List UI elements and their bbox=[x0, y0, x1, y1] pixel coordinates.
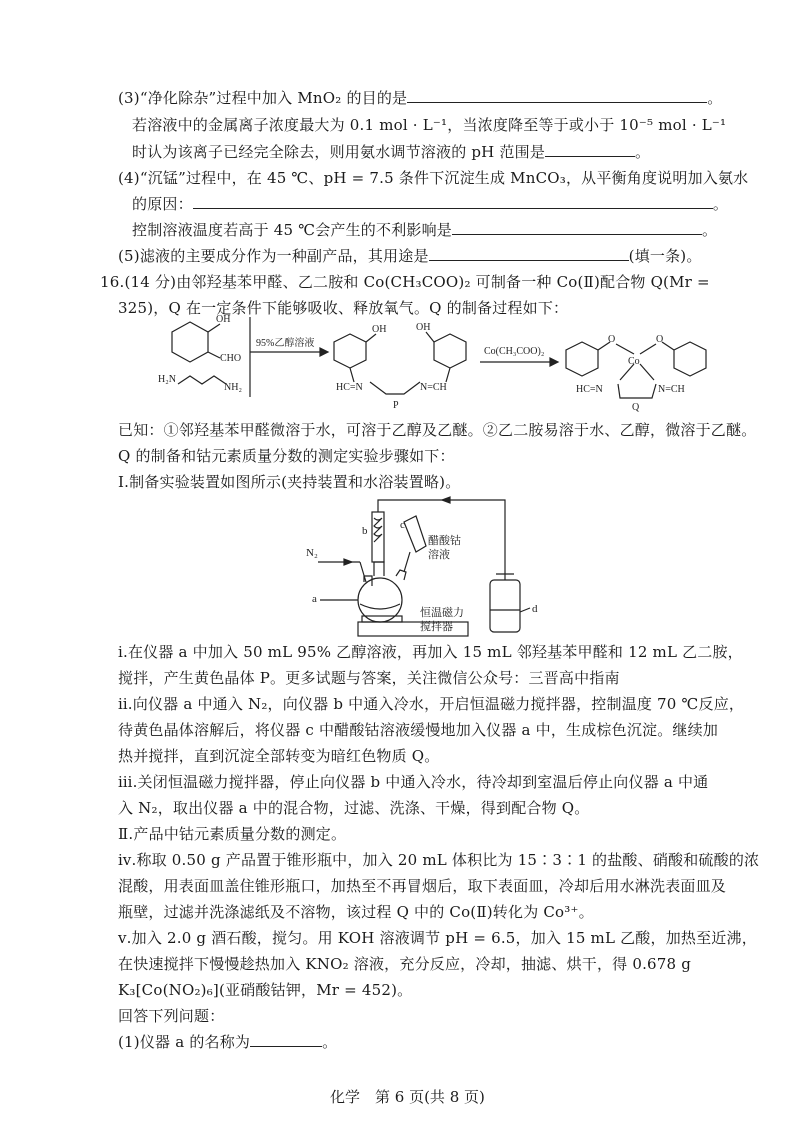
answer-blank[interactable] bbox=[407, 88, 707, 103]
label-n2: N₂ bbox=[306, 547, 318, 559]
q15-part4-line3: 控制溶液温度若高于 45 ℃会产生的不利影响是 。 bbox=[132, 221, 718, 239]
label-a: a bbox=[312, 593, 317, 605]
step-v-line2: 在快速搅拌下慢慢趁热加入 KNO₂ 溶液，充分反应，冷却，抽滤、烘干，得 0.678 g bbox=[118, 955, 692, 973]
step-I-heading: Ⅰ.制备实验装置如图所示(夹持装置和水浴装置略)。 bbox=[118, 473, 461, 491]
nch-label: N=CH bbox=[420, 382, 447, 393]
label-cobalt-line2: 溶液 bbox=[428, 549, 450, 561]
label-c: c bbox=[400, 519, 405, 531]
benzene-ring bbox=[674, 342, 706, 376]
q16-part1-prompt: (1)仪器 a 的名称为 bbox=[118, 1033, 251, 1051]
q15-part4-prompt-2: 控制溶液温度若高于 45 ℃会产生的不利影响是 bbox=[132, 221, 453, 239]
answer-blank[interactable] bbox=[452, 220, 702, 235]
benzene-ring bbox=[334, 334, 366, 368]
oh-label: OH bbox=[416, 322, 431, 333]
nh2-label: NH₂ bbox=[224, 382, 242, 393]
q15-part3-line3: 时认为该离子已经完全除去，则用氨水调节溶液的 pH 范围是 。 bbox=[132, 143, 651, 161]
benzene-ring bbox=[434, 334, 466, 368]
step-iv-line1: ⅳ.称取 0.50 g 产品置于锥形瓶中，加入 20 mL 体积比为 15∶3∶1 的盐酸、硝酸和硫酸的浓 bbox=[118, 851, 760, 869]
q-label: Q bbox=[632, 402, 640, 412]
q15-part3-prompt-2: 时认为该离子已经完全除去，则用氨水调节溶液的 pH 范围是 bbox=[132, 143, 546, 161]
oh-label: OH bbox=[216, 314, 231, 325]
known-line1: 已知：①邻羟基苯甲醛微溶于水，可溶于乙醇及乙醚。②乙二胺易溶于水、乙醇，微溶于乙醚。 bbox=[118, 421, 757, 439]
step-v-line1: ⅴ.加入 2.0 g 酒石酸，搅匀。用 KOH 溶液调节 pH = 6.5，加入 15 mL 乙酸，加热至近沸， bbox=[118, 929, 757, 947]
co-label: Co bbox=[628, 356, 640, 367]
step-iii-line2: 入 N₂，取出仪器 a 中的混合物，过滤、洗涤、干燥，得到配合物 Q。 bbox=[118, 799, 590, 817]
step-iv-line2: 混酸，用表面皿盖住锥形瓶口，加热至不再冒烟后，取下表面皿，冷却后用水淋洗表面皿及 bbox=[118, 877, 727, 895]
q15-part4-line2: 的原因： 。 bbox=[132, 195, 729, 213]
q15-part3-prompt: (3)“净化除杂”过程中加入 MnO₂ 的目的是 bbox=[118, 89, 408, 107]
step-i-line1: ⅰ.在仪器 a 中加入 50 mL 95% 乙醇溶液，再加入 15 mL 邻羟基苯甲醛和 12 mL 乙二胺， bbox=[118, 643, 743, 661]
reaction-scheme bbox=[150, 312, 730, 412]
apparatus-diagram bbox=[300, 492, 560, 642]
label-stirrer-line2: 搅拌器 bbox=[420, 621, 453, 633]
nch-label: N=CH bbox=[658, 384, 685, 395]
o-label: O bbox=[608, 334, 616, 345]
answer-intro: 回答下列问题： bbox=[118, 1007, 225, 1025]
hcn-label: HC=N bbox=[576, 384, 603, 395]
q15-part5-suffix: (填一条)。 bbox=[628, 247, 702, 265]
q15-part4-prompt: 的原因： bbox=[132, 195, 193, 213]
step-v-line3: K₃[Co(NO₂)₆](亚硝酸钴钾，Mr = 452)。 bbox=[118, 981, 413, 999]
label-stirrer-line1: 恒温磁力 bbox=[420, 607, 464, 619]
q16-intro-line1: 16.(14 分)由邻羟基苯甲醛、乙二胺和 Co(CH₃COO)₂ 可制备一种 Co(Ⅱ)配合物 Q(Mr = bbox=[100, 273, 710, 291]
label-b: b bbox=[362, 525, 368, 537]
step-II-heading: Ⅱ.产品中钴元素质量分数的测定。 bbox=[118, 825, 347, 843]
step-iii-line1: ⅲ.关闭恒温磁力搅拌器，停止向仪器 b 中通入冷水，待冷却到室温后停止向仪器 a 中通 bbox=[118, 773, 709, 791]
answer-blank[interactable] bbox=[545, 142, 635, 157]
h2n-label: H₂N bbox=[158, 374, 176, 385]
step-ii-line1: ⅱ.向仪器 a 中通入 N₂，向仪器 b 中通入冷水，开启恒温磁力搅拌器，控制温度 70 ℃反应， bbox=[118, 695, 745, 713]
dropping-funnel-c bbox=[404, 516, 426, 552]
answer-blank[interactable] bbox=[193, 194, 713, 209]
answer-blank[interactable] bbox=[429, 246, 629, 261]
label-cobalt-line1: 醋酸钴 bbox=[428, 535, 461, 547]
oh-label: OH bbox=[372, 324, 387, 335]
hcn-label: HC=N bbox=[336, 382, 363, 393]
p-label: P bbox=[393, 400, 399, 411]
page-footer: 化学 第 6 页(共 8 页) bbox=[330, 1088, 485, 1106]
q15-part4-line1: (4)“沉锰”过程中，在 45 ℃、pH = 7.5 条件下沉淀生成 MnCO₃，从平衡角度说明加入氨水 bbox=[118, 169, 749, 187]
step-ii-line2: 待黄色晶体溶解后，将仪器 c 中醋酸钴溶液缓慢地加入仪器 a 中，生成棕色沉淀。继续加 bbox=[118, 721, 719, 739]
q15-part3-line1: (3)“净化除杂”过程中加入 MnO₂ 的目的是 。 bbox=[118, 89, 723, 107]
bottle-d bbox=[490, 580, 520, 632]
step-i-line2: 搅拌，产生黄色晶体 P。更多试题与答案，关注微信公众号：三晋高中指南 bbox=[118, 669, 620, 687]
q16-part1: (1)仪器 a 的名称为 。 bbox=[118, 1033, 338, 1051]
known-line2: Q 的制备和钴元素质量分数的测定实验步骤如下： bbox=[118, 447, 455, 465]
label-d: d bbox=[532, 603, 538, 615]
q15-part5-line bbox=[118, 246, 702, 266]
q15-part5-prompt: (5)滤液的主要成分作为一种副产品，其用途是 bbox=[118, 247, 429, 265]
step-ii-line3: 热并搅拌，直到沉淀全部转变为暗红色物质 Q。 bbox=[118, 747, 440, 765]
o-label: O bbox=[656, 334, 664, 345]
reagent-ethanol: 95%乙醇溶液 bbox=[256, 338, 315, 349]
benzene-ring bbox=[172, 322, 208, 362]
answer-blank[interactable] bbox=[250, 1032, 322, 1047]
benzene-ring bbox=[566, 342, 598, 376]
q15-part3-line2: 若溶液中的金属离子浓度最大为 0.1 mol · L⁻¹，当浓度降至等于或小于 10⁻⁵ mol · L⁻¹ bbox=[132, 116, 727, 134]
step-iv-line3: 瓶壁，过滤并洗涤滤纸及不溶物，该过程 Q 中的 Co(Ⅱ)转化为 Co³⁺。 bbox=[118, 903, 594, 921]
q16-intro-line2: 325)，Q 在一定条件下能够吸收、释放氧气。Q 的制备过程如下： bbox=[118, 299, 569, 317]
reagent-cobalt-acetate: Co(CH₃COO)₂ bbox=[484, 346, 545, 357]
cho-label: CHO bbox=[220, 353, 242, 364]
